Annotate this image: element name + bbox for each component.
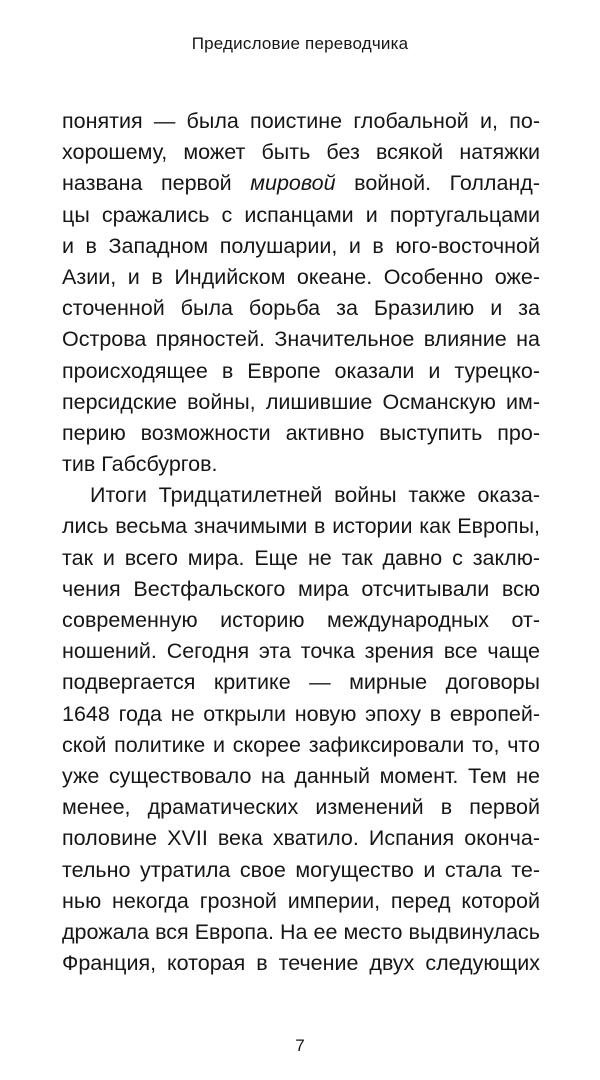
- text-line: персидские войны, лишившие Османскую им-: [62, 389, 540, 414]
- text-line: современную историю международных от-: [62, 608, 540, 632]
- text-line: тельно утратила свое могущество и стала те-: [62, 857, 540, 882]
- paragraph-1: [62, 106, 540, 480]
- text-line: происходящее в Европе оказали и турецко-: [62, 358, 540, 383]
- text-line: ской политике и скорее зафиксировали то, что: [62, 732, 540, 757]
- page-number: 7: [295, 1036, 305, 1055]
- text-line: нью некогда грозной империи, перед которой: [62, 888, 540, 913]
- text-line: ношений. Сегодня эта точка зрения все чаще: [62, 639, 540, 664]
- text-line: цы сражались с испанцами и португальцами: [62, 202, 540, 227]
- text-line: перию возможности активно выступить про-: [62, 420, 540, 445]
- text-line: менее, драматических изменений в первой: [62, 795, 540, 820]
- text-line: Итоги Тридцатилетней войны также оказа-: [90, 483, 540, 508]
- text-line: дрожала вся Европа. На ее место выдвинулась: [62, 919, 540, 944]
- text-line: уже существовало на данный момент. Тем не: [62, 763, 540, 788]
- text-line: хорошему, может быть без всякой натяжки: [62, 140, 540, 165]
- text-segment: названа первой: [62, 171, 232, 196]
- text-line: чения Вестфальского мира отсчитывали всю: [62, 576, 540, 601]
- text-line: и в Западном полушарии, и в юго-восточной: [62, 233, 540, 258]
- text-line: половине XVII века хватило. Испания оконча-: [62, 826, 540, 851]
- text-segment: войной. Голланд-: [354, 171, 540, 196]
- text-line: подвергается критике — мирные договоры: [62, 670, 540, 695]
- text-line: так и всего мира. Еще не так давно с заклю-: [62, 545, 540, 570]
- text-line: понятия — была поистине глобальной и, по-: [62, 109, 540, 133]
- page-body: [62, 106, 540, 979]
- text-line: 1648 года не открыли новую эпоху в европей-: [62, 701, 540, 726]
- text-line: [62, 168, 540, 199]
- text-line: Азии, и в Индийском океане. Особенно оже-: [62, 264, 540, 289]
- text-line: Франция, которая в течение двух следующих: [62, 951, 540, 976]
- text-line: сточенной была борьба за Бразилию и за: [62, 296, 540, 321]
- text-line: лись весьма значимыми в истории как Европы,: [62, 514, 540, 539]
- italic-word: мировой: [250, 171, 336, 196]
- running-title: Предисловие переводчика: [191, 34, 409, 53]
- text-line: Острова пряностей. Значительное влияние на: [62, 327, 540, 352]
- paragraph-2: [62, 480, 540, 979]
- text-line: тив Габсбургов.: [62, 452, 218, 477]
